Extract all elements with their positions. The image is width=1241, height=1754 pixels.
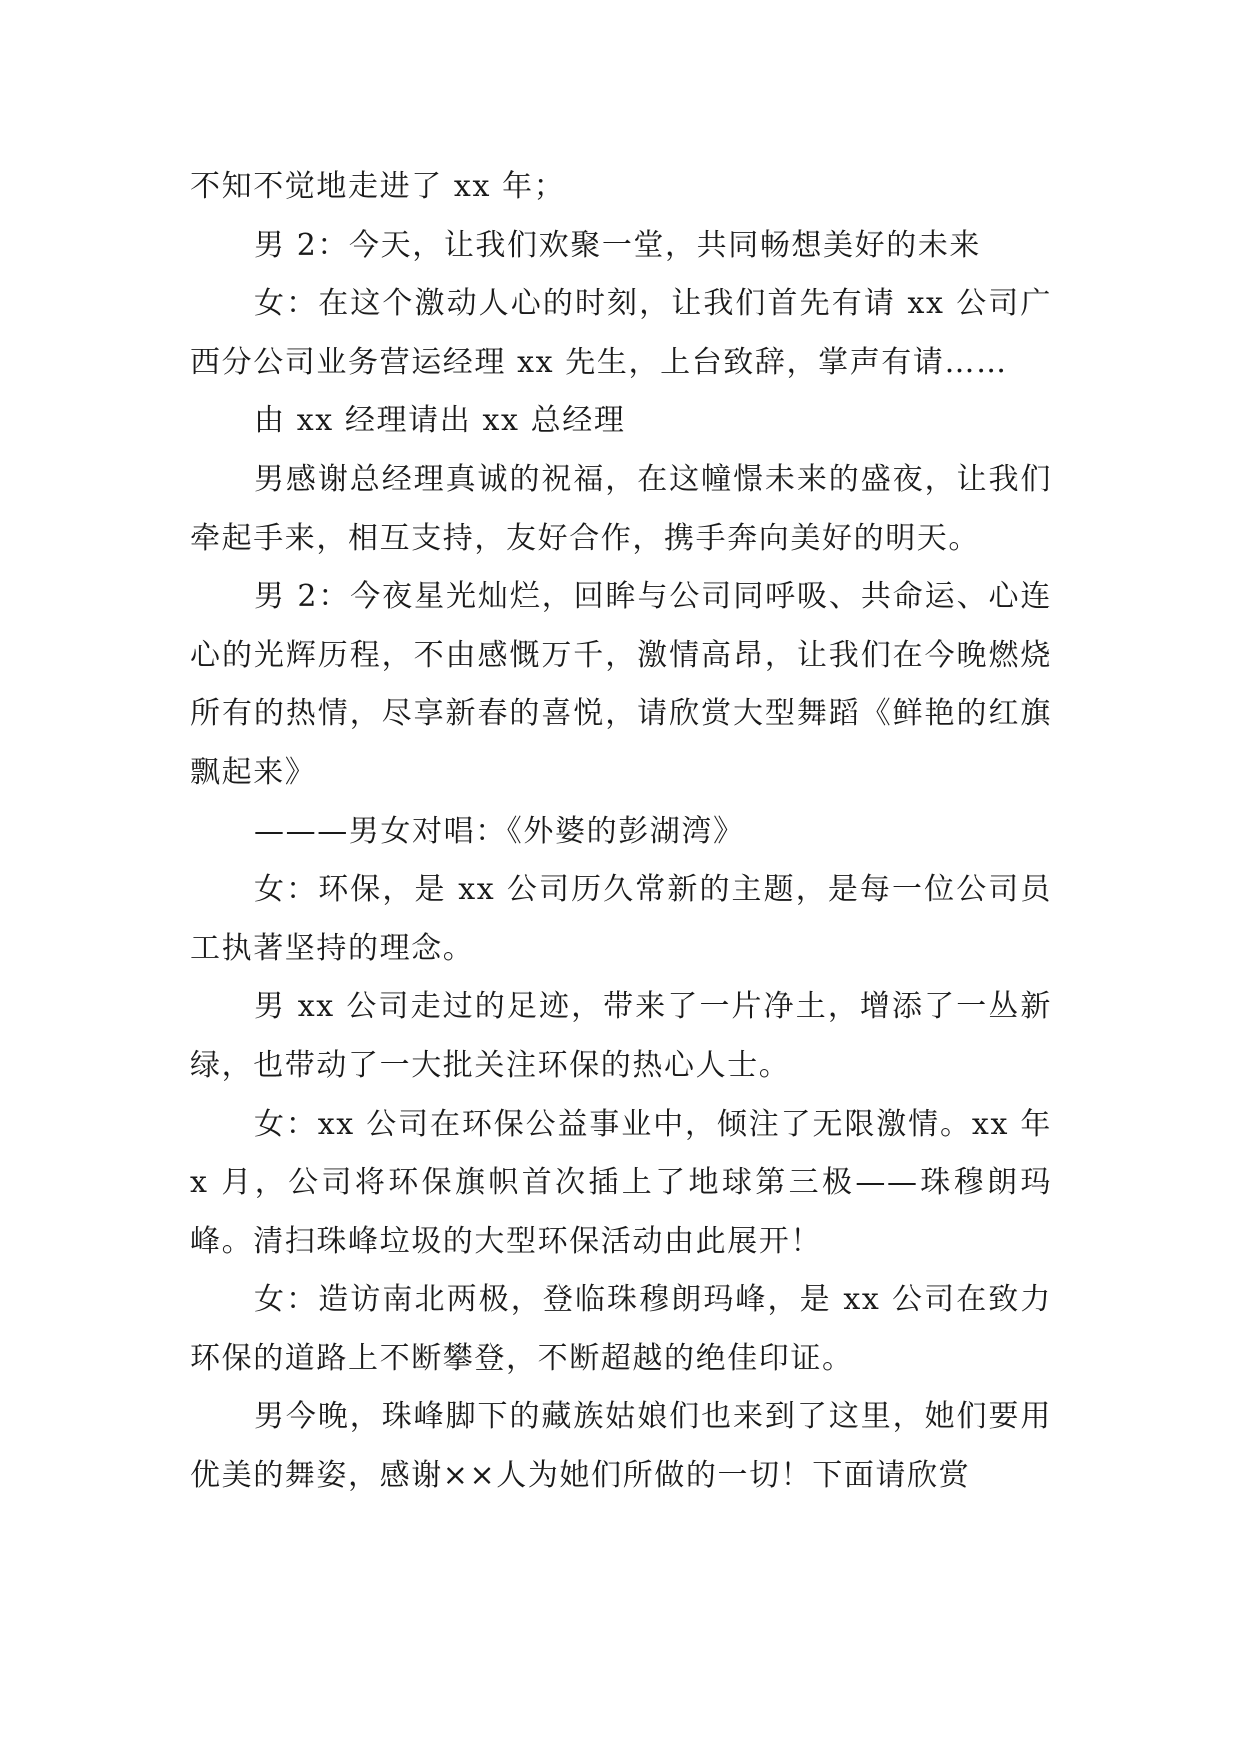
paragraph-4: 由 xx 经理请出 xx 总经理 [254,403,626,439]
paragraph-12: 男今晚，珠峰脚下的藏族姑娘们也来到了这里，她们要用优美的舞姿，感谢××人为她们所做的一切！下面请欣赏 [190,1399,1052,1494]
paragraph-2: 男 2：今天，让我们欢聚一堂，共同畅想美好的未来 [254,227,982,263]
paragraph-3: 女：在这个激动人心的时刻，让我们首先有请 xx 公司广西分公司业务营运经理 xx 先生，上台致辞，掌声有请…… [190,286,1052,380]
document-body [190,158,1052,1506]
paragraph-11: 女：造访南北两极，登临珠穆朗玛峰，是 xx 公司在致力环保的道路上不断攀登，不断超越的绝佳印证。 [190,1282,1052,1376]
paragraph-8: 女：环保，是 xx 公司历久常新的主题，是每一位公司员工执著坚持的理念。 [190,872,1052,966]
paragraph-1: 不知不觉地走进了 xx 年； [190,169,566,204]
paragraph-5: 男感谢总经理真诚的祝福，在这幢憬未来的盛夜，让我们牵起手来，相互支持，友好合作，携手奔向美好的明天。 [190,461,1052,556]
paragraph-9: 男 xx 公司走过的足迹，带来了一片净土，增添了一丛新绿，也带动了一大批关注环保的热心人士。 [190,989,1052,1083]
paragraph-10: 女：xx 公司在环保公益事业中，倾注了无限激情。xx 年 x 月，公司将环保旗帜首次插上了地球第三极——珠穆朗玛峰。清扫珠峰垃圾的大型环保活动由此展开！ [190,1106,1052,1259]
paragraph-7: ———男女对唱：《外婆的彭湖湾》 [254,813,745,849]
paragraph-6: 男 2：今夜星光灿烂，回眸与公司同呼吸、共命运、心连心的光辉历程，不由感慨万千，激情高昂，让我们在今晚燃烧所有的热情，尽享新春的喜悦，请欣赏大型舞蹈《鲜艳的红旗飘起来》 [190,579,1052,790]
